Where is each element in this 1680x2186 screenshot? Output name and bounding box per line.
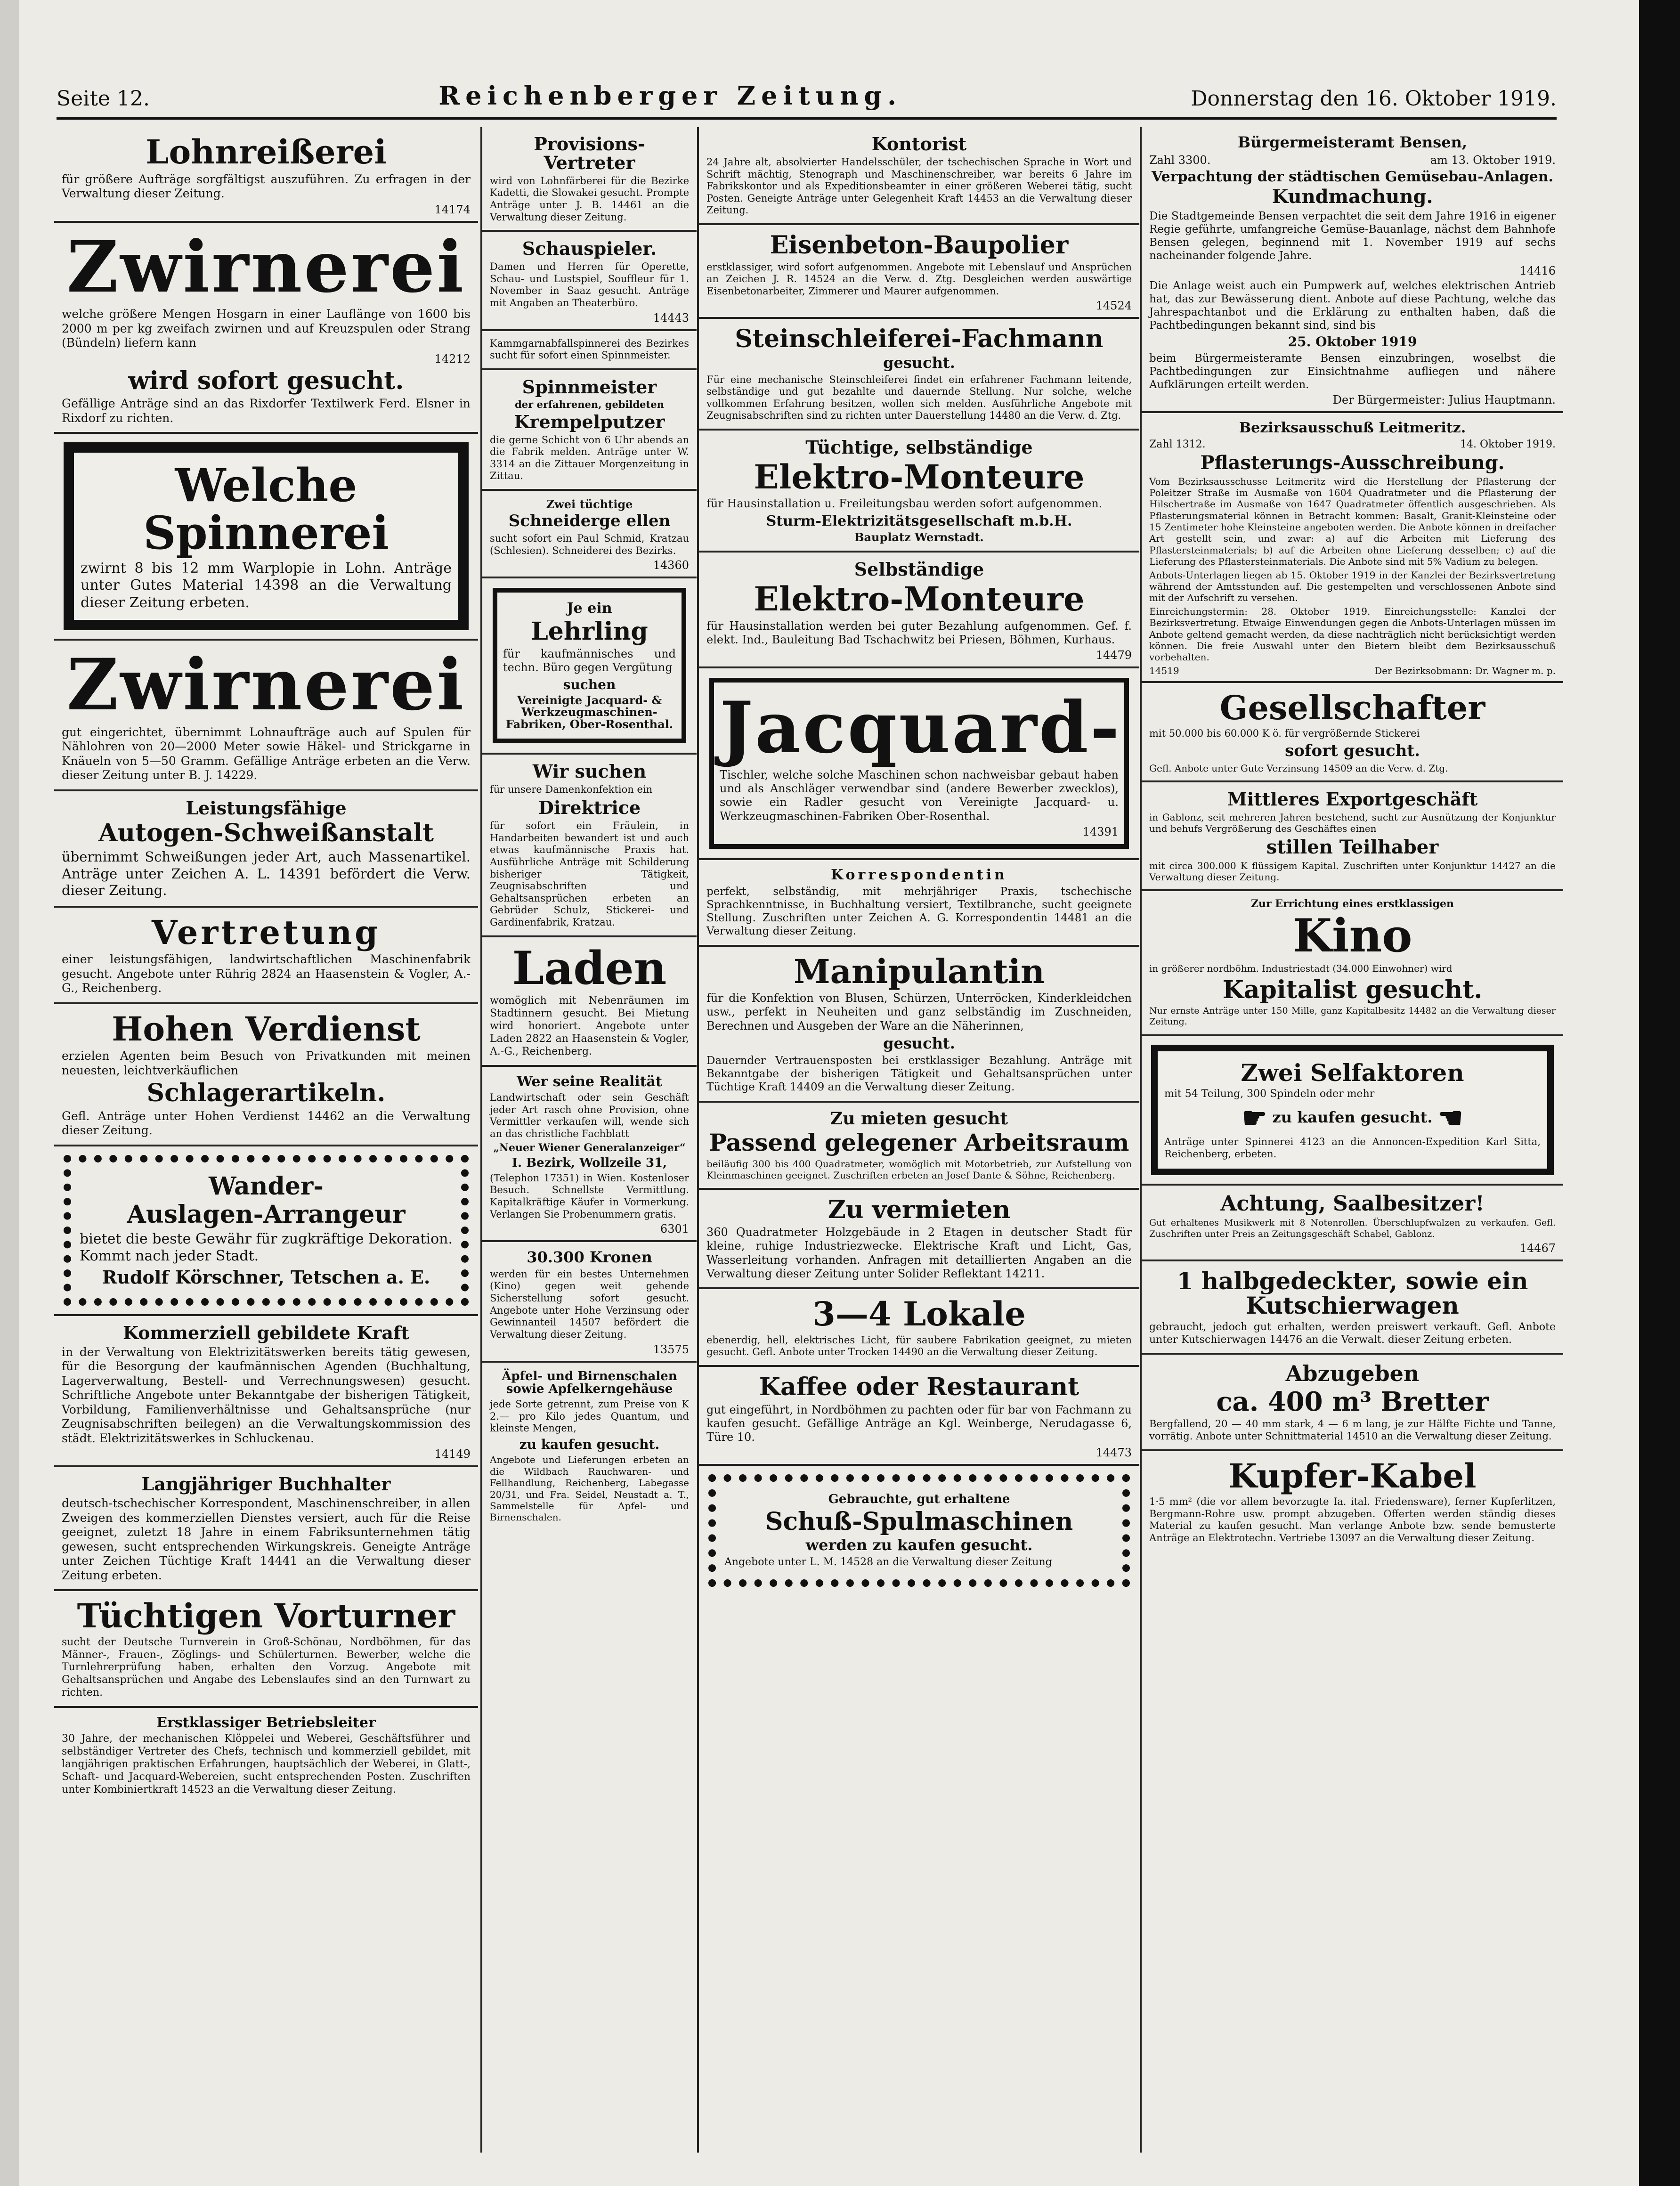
ad-title: Korrespondentin [831, 866, 1007, 883]
ad-number: 14443 [653, 311, 689, 325]
notice-text-3: beim Bürgermeisteramte Bensen einzubringen, woselbst die Pachtbedingungen zur Einsichtnahme aufliegen und nähere Aufklärungen erteilt werden. [1149, 352, 1556, 391]
ad-frame [708, 1474, 1130, 1586]
pointing-hand-left-icon: ☚ [1437, 1101, 1463, 1135]
ad-title-2: Kapitalist gesucht. [1222, 975, 1483, 1004]
ad-title: Zwirnerei [66, 225, 466, 309]
notice-date: 14. Oktober 1919. [1460, 438, 1556, 450]
notice-deadline: 25. Oktober 1919 [1288, 334, 1417, 350]
ad-arbeitsraum [699, 1103, 1139, 1190]
ad-title: Vertretung [151, 912, 381, 952]
ad-text: jede Sorte getrennt, zum Preise von K 2.— pro Kilo jedes Quantum, und kleinste Mengen, [490, 1398, 689, 1434]
ad-text: wird von Lohnfärberei für die Bezirke Kadetti, die Slowakei gesucht. Prompte Anträge unter J. B. 14461 an die Verwaltung dieser Zeitung. [490, 175, 689, 223]
page-header [57, 78, 1557, 120]
ad-selfaktoren [1142, 1036, 1563, 1186]
notice-signature: Der Bürgermeister: Julius Hauptmann. [1332, 393, 1556, 406]
ad-text: gebraucht, jedoch gut erhalten, werden preiswert verkauft. Gefl. Anbote unter Kutschierwagen 14476 an die Verwalt. dieser Zeitung erbeten. [1149, 1321, 1556, 1346]
ad-subtitle: sofort gesucht. [1285, 741, 1420, 760]
ad-text: Kammgarnabfallspinnerei des Bezirkes sucht für sofort einen Spinnmeister. [490, 337, 689, 361]
ad-pretitle: Je ein [567, 600, 612, 617]
ad-firm: Rudolf Körschner, Tetschen a. E. [102, 1267, 430, 1288]
ad-subtitle: stillen Teilhaber [1266, 836, 1439, 858]
ad-title: Langjähriger Buchhalter [141, 1473, 391, 1495]
ad-kronen [482, 1242, 697, 1362]
ad-pretitle: Zwei tüchtige [546, 497, 633, 512]
ad-frame [64, 1155, 469, 1306]
ad-frame [709, 678, 1129, 849]
ad-title: Äpfel- und Birnenschalen sowie Apfelkerngehäuse [502, 1369, 677, 1396]
ad-elektro-monteure-1 [699, 431, 1139, 553]
ad-text: 30 Jahre, der mechanischen Klöppelei und Weberei, Geschäftsführer und selbständiger Vertreter des Chefs, technisch und kommerziell gebildet, mit langjährigen praktischen Erfahrungen, hauptsächlich der Weberei, in Glatt-, Schaft- und Jacquard-Webereien, sucht entsprechenden Posten. Zuschriften unter Kombiniertkraft 14523 an die Verwaltung dieser Zeitung. [62, 1733, 471, 1796]
ad-text: erstklassiger, wird sofort aufgenommen. Angebote mit Lebenslauf und Ansprüchen an Zeichen J. R. 14524 an die Verw. d. Ztg. Desgleichen werden auswärtige Eisenbetonarbeiter, Zimmerer und Maurer aufgenommen. [706, 261, 1132, 297]
ad-schauspieler [482, 232, 697, 331]
column-3 [697, 127, 1139, 2153]
ad-title: Tüchtigen Vorturner [77, 1596, 455, 1636]
ad-title: Lehrling [531, 617, 648, 646]
ad-text-2: (Telephon 17351) in Wien. Kostenloser Besuch. Schnellste Vermittlung. Kapitalkräftige Käufer in Vormerkung. Verlangen Sie Probenummern gratis. [490, 1172, 689, 1220]
ad-text-2: Gefällige Anträge sind an das Rixdorfer Textilwerk Ferd. Elsner in Rixdorf zu richten. [62, 397, 471, 425]
notice-text: Die Stadtgemeinde Bensen verpachtet die seit dem Jahre 1916 in eigener Regie geführte, umfangreiche Gemüse-Bauanlage, nächst dem Bahnhofe Bensen gelegen, beginnend mit 1. November 1919 auf sechs nacheinander folgende Jahre. [1149, 210, 1556, 262]
ad-lokale [699, 1289, 1139, 1367]
ad-text: mit 50.000 bis 60.000 K ö. für vergrößernde Stickerei [1149, 728, 1420, 740]
ad-kino [1142, 891, 1563, 1036]
ad-text: für unsere Damenkonfektion ein [490, 783, 653, 795]
ad-text: Bergfallend, 20 — 40 mm stark, 4 — 6 m lang, je zur Hälfte Fichte und Tanne, vorrätig. Anbote unter Schnittmaterial 14510 an die Verwaltung dieser Zeitung. [1149, 1418, 1556, 1442]
ad-title-2: Krempelputzer [514, 411, 665, 432]
ad-title: Wer seine Realität [517, 1073, 662, 1090]
notice-number: Zahl 1312. [1149, 438, 1206, 450]
ad-title: Autogen-Schweißanstalt [98, 818, 434, 847]
ad-text: sucht sofort ein Paul Schmid, Kratzau (Schlesien). Schneiderei des Bezirks. [490, 532, 689, 556]
ad-apfelschalen [482, 1363, 697, 1530]
ad-text: gut eingeführt, in Nordböhmen zu pachten oder für bar von Fachmann zu kaufen gesucht. Gefällige Anträge an Kgl. Weinberge, Nerudagasse 6, Türe 10. [706, 1403, 1132, 1444]
ad-lohnreisserei [54, 127, 478, 223]
ad-kammgarn [482, 331, 697, 370]
ad-address: I. Bezirk, Wollzeile 31, [511, 1155, 667, 1170]
ad-number: 14473 [1096, 1446, 1132, 1460]
ad-number: 14391 [1082, 825, 1119, 838]
ad-pretitle: Zur Errichtung eines erstklassigen [1250, 898, 1454, 910]
ad-title-2: ca. 400 m³ Bretter [1216, 1386, 1489, 1417]
ad-title: Kupfer-Kabel [1228, 1456, 1477, 1495]
ad-text: für kaufmännisches und techn. Büro gegen Vergütung [503, 647, 676, 674]
ad-title-2: Auslagen-Arrangeur [127, 1200, 406, 1229]
ad-betriebsleiter [54, 1708, 478, 1803]
ad-title: Gesellschafter [1219, 688, 1485, 727]
ad-title: Kaffee oder Restaurant [759, 1372, 1079, 1401]
notice-number-ref: 14416 [1519, 264, 1556, 278]
ad-title: Zwirnerei [66, 643, 466, 727]
ad-subtitle: gesucht. [883, 1034, 955, 1052]
ad-pretitle: Leistungsfähige [186, 797, 347, 819]
ad-title: Welche Spinnerei [143, 459, 389, 560]
ad-title: Hohen Verdienst [112, 1009, 421, 1048]
ad-saalbesitzer [1142, 1186, 1563, 1261]
ad-frame [493, 588, 686, 743]
ad-text: für die Konfektion von Blusen, Schürzen, Unterröcken, Kinderkleidchen usw., perfekt in Neuheiten und ganz selbständig im Zuschneiden, Berechnen und Ausgeben der Ware an die Näherinnen, [706, 991, 1132, 1032]
ad-title: Passend gelegener Arbeitsraum [709, 1129, 1129, 1157]
ad-text: zwirnt 8 bis 12 mm Warplopie in Lohn. Anträge unter Gutes Material 14398 an die Verwaltung dieser Zeitung erbeten. [81, 560, 452, 611]
ad-title: 1 halbgedeckter, sowie ein Kutschierwagen [1177, 1267, 1528, 1320]
ad-text: 24 Jahre alt, absolvierter Handelsschüler, der tschechischen Sprache in Wort und Schrift mächtig, Stenograph und Maschinenschreiber, war bereits 6 Jahre im Fabrikskontor und als Expeditionsbeamter in einer größeren Weberei tätig, sucht Posten. Geneigte Anträge unter Gelegenheit Kraft 14453 an die Verwaltung dieser Zeitung. [706, 156, 1132, 216]
ad-number: 13575 [653, 1342, 689, 1356]
ad-text: übernimmt Schweißungen jeder Art, auch Massenartikel. Anträge unter Zeichen A. L. 14391 befördert die Verw. dieser Zeitung. [62, 849, 471, 899]
ad-text: perfekt, selbständig, mit mehrjähriger Praxis, tschechische Sprachkenntnisse, in Buchhaltung versiert, Textilbranche, sucht geeignete Stellung. Zuschriften unter Zeichen A. G. Korrespondentin 14481 an die Verwaltung dieser Zeitung. [706, 886, 1132, 938]
ad-text: bietet die beste Gewähr für zugkräftige Dekoration. Kommt nach jeder Stadt. [80, 1230, 453, 1265]
ad-text: für Hausinstallation werden bei guter Bezahlung aufgenommen. Gef. f. elekt. Ind., Bauleitung Bad Tschachwitz bei Priesen, Böhmen, Kurhaus. [706, 619, 1132, 646]
ad-schuss-spulmaschinen [699, 1466, 1139, 1595]
ad-text: erzielen Agenten beim Besuch von Privatkunden mit meinen neuesten, leichtverkäuflichen [62, 1049, 471, 1077]
ad-title: Abzugeben [1285, 1361, 1420, 1387]
ad-title: Zwei Selfaktoren [1241, 1058, 1464, 1087]
ad-paper: „Neuer Wiener Generalanzeiger“ [493, 1142, 686, 1154]
column-2 [480, 127, 697, 2153]
ad-korrespondentin [699, 860, 1139, 947]
ad-text: Angebote unter L. M. 14528 an die Verwaltung dieser Zeitung [724, 1556, 1052, 1568]
ad-number: 6301 [660, 1222, 689, 1236]
ad-pretitle: Selbständige [854, 559, 984, 580]
notice-title: Pflasterungs-Ausschreibung. [1200, 451, 1505, 474]
ad-kupfer-kabel [1142, 1451, 1563, 1551]
ad-title: Lohnreißerei [146, 132, 387, 171]
notice-text-2: Die Anlage weist auch ein Pumpwerk auf, welches elektrischen Antrieb hat, das zur Bewässerung dient. Anbote auf diese Pachtung, welche das Jahrespachtanbot und die Erklärung zu enthalten haben, daß die Pachtbedingungen bekannt sind, sind bis [1149, 280, 1556, 332]
ad-text-2: Anträge unter Spinnerei 4123 an die Annoncen-Expedition Karl Sitta, Reichenberg, erbeten. [1164, 1136, 1541, 1160]
ad-text: in größerer nordböhm. Industriestadt (34.000 Einwohner) wird [1149, 963, 1453, 975]
ad-text-2: mit circa 300.000 K flüssigem Kapital. Zuschriften unter Konjunktur 14427 an die Verwaltung dieser Zeitung. [1149, 860, 1556, 883]
ad-title: Laden [512, 941, 667, 995]
scan-dark-margin [1639, 0, 1680, 2186]
ad-title: Erstklassiger Betriebsleiter [156, 1714, 376, 1731]
ad-title: Wir suchen [532, 760, 647, 782]
ad-gesellschafter [1142, 683, 1563, 782]
ad-subtitle: werden zu kaufen gesucht. [805, 1536, 1033, 1554]
ad-text-2: Gefl. Anträge unter Hohen Verdienst 14462 an die Verwaltung dieser Zeitung. [62, 1109, 471, 1138]
ad-text: in der Verwaltung von Elektrizitätswerken bereits tätig gewesen, für die Besorgung der kaufmännischen Agenden (Buchhaltung, Lagerverwaltung, Bestell- und Verrechnungswesen) gesucht. Schriftliche Angebote unter Bekanntgabe der bisherigen Tätigkeit, Vorbildung, Familienverhältnisse und Gehaltsansprüche (nur Zeugnisabschriften beilegen) an die Verwaltungskommission des städt. Elektrizitätswerkes in Schluckenau. [62, 1345, 471, 1445]
ad-title: Provisions-Vertreter [534, 133, 645, 173]
ad-frame [1151, 1045, 1554, 1176]
column-4 [1140, 127, 1563, 2153]
ad-kommerziell [54, 1316, 478, 1467]
ad-schneidergesellen [482, 491, 697, 578]
ad-text: Landwirtschaft oder sein Geschäft jeder Art rasch ohne Provision, ohne Vermittler verkaufen will, wende sich an das christliche Fachblatt [490, 1092, 689, 1139]
ad-subtitle: der erfahrenen, gebildeten [515, 398, 664, 410]
ad-text: womöglich mit Nebenräumen im Stadtinnern gesucht. Bei Mietung wird honoriert. Angebote unter Laden 2822 an Haasenstein & Vogler, A.-G., Reichenberg. [490, 995, 689, 1057]
notice-text-3: Einreichungstermin: 28. Oktober 1919. Einreichungsstelle: Kanzlei der Bezirksvertretung. Etwaige Einwendungen gegen die Anbots-Unterlagen müssen im Anbote geltend gemacht werden, da diese nachträglich nicht berücksichtigt werden können. Die freie Auswahl unter den Bietern bleibt dem Bezirksausschuß vorbehalten. [1149, 605, 1556, 663]
notice-number-ref: 14519 [1149, 665, 1179, 676]
ad-title: Kontorist [871, 133, 967, 154]
ad-text: Damen und Herren für Operette, Schau- und Lustspiel, Souffleur für 1. November in Saaz gesucht. Anträge mit Angaben an Theaterbüro. [490, 261, 689, 309]
ad-zwirnerei-2 [54, 641, 478, 791]
ad-steinschleiferei [699, 319, 1139, 431]
ad-text: in Gablonz, seit mehreren Jahren bestehend, sucht zur Ausnützung der Konjunktur und behufs Vergrößerung des Geschäftes einen [1149, 811, 1556, 835]
ad-text: gut eingerichtet, übernimmt Lohnaufträge auch auf Spulen für Nählohren von 20—2000 Meter sowie Häkel- und Strickgarne in Knäueln von 5—50 Gramm. Gefällige Anträge erbeten an die Verw. dieser Zeitung unter B. J. 14229. [62, 725, 471, 782]
notice-bensen [1142, 127, 1563, 413]
ad-pretitle: Zu mieten gesucht [830, 1108, 1008, 1129]
ad-title: Eisenbeton-Baupolier [770, 230, 1069, 260]
ad-text-2: für sofort ein Fräulein, in Handarbeiten bewandert ist und auch etwas kaufmännische Praxis hat. Ausführliche Anträge mit Schilderung bisheriger Tätigkeit, Zeugnisabschriften und Gehaltsansprüchen erbeten an Gebrüder Schulz, Stickerei- und Gardinenfabrik, Kratzau. [490, 820, 689, 928]
ad-text: deutsch-tschechischer Korrespondent, Maschinenschreiber, in allen Zweigen des kommerziellen Dienstes versiert, auch für die Reise geeignet, zuletzt 18 Jahre in einem Fabriksunternehmen tätig gewesen, sucht entsprechenden Wirkungskreis. Geneigte Anträge unter Zeichen Tüchtige Kraft 14441 an die Verwaltung dieser Zeitung erbeten. [62, 1496, 471, 1582]
ad-title: Achtung, Saalbesitzer! [1220, 1192, 1485, 1216]
ad-subtitle: suchen [563, 676, 616, 692]
notice-footer [1149, 665, 1556, 676]
notice-signature: Der Bezirksobmann: Dr. Wagner m. p. [1374, 665, 1556, 676]
ad-hohen-verdienst [54, 1004, 478, 1146]
ad-text: 360 Quadratmeter Holzgebäude in 2 Etagen in deutscher Stadt für kleine, ruhige Industriezwecke. Elektrische Kraft und Licht, Gas, Wasserleitung vorhanden. Anfragen mit detaillierten Angaben an die Verwaltung dieser Zeitung unter Solider Reflektant 14211. [706, 1226, 1132, 1280]
ad-text-2: Dauernder Vertrauensposten bei erstklassiger Bezahlung. Anträge mit Bekanntgabe der bisherigen Tätigkeit und Gehaltsansprüchen unter Tüchtige Kraft 14409 an die Verwaltung dieser Zeitung. [706, 1055, 1132, 1094]
ad-firm: Vereinigte Jacquard- & Werkzeugmaschinen-Fabriken, Ober-Rosenthal. [505, 693, 674, 731]
ad-spinnerei [54, 434, 478, 641]
ad-title: Kommerziell gebildete Kraft [123, 1322, 409, 1343]
ad-zwirnerei-1 [54, 223, 478, 434]
ad-title: Wander- [209, 1171, 324, 1201]
ad-subtitle: gesucht. [883, 353, 955, 372]
notice-title: Verpachtung der städtischen Gemüsebau-Anlagen. [1151, 168, 1553, 185]
ad-text: welche größere Mengen Hosgarn in einer Lauflänge von 1600 bis 2000 m per kg zweifach zwirnen und auf Kreuzspulen oder Strang (Bündeln) liefern kann [62, 307, 471, 349]
ad-text: werden für ein bestes Unternehmen (Kino) gegen weit gehende Sicherstellung sofort gesucht. Angebote unter Hohe Verzinsung oder Gewinnanteil 14507 befördert die Verwaltung dieser Zeitung. [490, 1268, 689, 1340]
ad-auslagen-arrangeur [54, 1146, 478, 1316]
ad-realitaet [482, 1067, 697, 1243]
ad-title: 3—4 Lokale [812, 1294, 1026, 1334]
ad-text: 1·5 mm² (die vor allem bevorzugte Ia. ital. Friedensware), ferner Kupferlitzen, Bergmann-Rohre usw. prompt abzugeben. Offerten werden ständig dieses Material zu kaufen gesucht. Man verlange Anbote bzw. sende bemusterte Anträge an Elektrotechn. Vertriebe 13097 an die Verwaltung dieser Zeitung. [1149, 1496, 1556, 1544]
ad-title: Schuß-Spulmaschinen [765, 1507, 1073, 1536]
ad-text: ebenerdig, hell, elektrisches Licht, für saubere Fabrikation geeignet, zu mieten gesucht. Gefl. Anbote unter Trocken 14490 an die Verwaltung dieser Zeitung. [706, 1334, 1132, 1358]
ad-elektro-monteure-2 [699, 553, 1139, 668]
ad-vertretung [54, 908, 478, 1004]
notice-subtitle: Kundmachung. [1272, 186, 1433, 208]
ad-vorturner [54, 1591, 478, 1708]
ad-pretitle: Gebrauchte, gut erhaltene [828, 1492, 1010, 1507]
ad-text-2: Angebote und Lieferungen erbeten an die Wildbach Rauchwaren- und Fellhandlung, Reichenberg, Labegasse 20/31, und Fra. Seidel, Neustadt a. T., Sammelstelle für Apfel- und Birnenschalen. [490, 1454, 689, 1523]
ad-place: Bauplatz Wernstadt. [854, 530, 984, 544]
page-number: Seite 12. [57, 87, 150, 111]
notice-ref-row [1149, 154, 1556, 167]
ad-provisions-vertreter [482, 127, 697, 232]
issue-date: Donnerstag den 16. Oktober 1919. [1191, 87, 1557, 111]
ad-text: mit 54 Teilung, 300 Spindeln oder mehr [1164, 1088, 1375, 1100]
ad-number: 14212 [434, 352, 471, 366]
ad-text: Tischler, welche solche Maschinen schon nachweisbar gebaut haben und als Anschläger verwendbar sind (andere Bewerber zwecklos), sowie ein Radler gesucht von Vereinigte Jacquard- u. Werkzeugmaschinen-Fabriken Ober-Rosenthal. [720, 768, 1119, 823]
ad-zu-vermieten [699, 1190, 1139, 1290]
ad-title: Elektro-Monteure [754, 457, 1085, 496]
ad-text: einer leistungsfähigen, landwirtschaftlichen Maschinenfabrik gesucht. Angebote unter Rührig 2824 an Haasenstein & Vogler, A.-G., Reichenberg. [62, 952, 471, 995]
ad-buchhalter [54, 1467, 478, 1591]
ad-jacquard [699, 668, 1139, 860]
ad-text: für größere Aufträge sorgfältigst auszuführen. Zu erfragen in der Verwaltung dieser Zeitung. [62, 172, 471, 200]
notice-text: Vom Bezirksausschusse Leitmeritz wird die Herstellung der Pflasterung der Poleitzer Straße im Ausmaße von 1604 Quadratmeter und die Pflasterung der Hilschertraße im Ausmaße von 1647 Quadratmeter öffentlich ausgeschrieben. Als Pflasterungsmaterial können in Betracht kommen: Basalt, Granit-Kleinsteine oder 15 Zentimeter hohe Kleinsteine angeboten werden. Die Anbote können in dreifacher Art gestellt sein, und zwar: a) auf die Arbeiten mit Lieferung des Pflastersteinmaterials; b) auf die Arbeiten ohne Lieferung desselben; c) auf die Lieferung des Pflastersteinmaterials. Die Anbote sind mit 5% Vadium zu belegen. [1149, 475, 1556, 568]
ad-number: 14467 [1519, 1241, 1556, 1255]
scan-edge [0, 0, 19, 2186]
ad-laden [482, 937, 697, 1067]
ad-number: 14479 [1096, 649, 1132, 662]
ad-title: Zu vermieten [828, 1195, 1011, 1224]
column-1 [54, 127, 478, 2153]
ad-frame [64, 442, 469, 630]
ad-autogen [54, 791, 478, 908]
ad-firm: Sturm-Elektrizitätsgesellschaft m.b.H. [766, 512, 1072, 529]
ad-text: die gerne Schicht von 6 Uhr abends an die Fabrik melden. Anträge unter W. 3314 an die Zittauer Morgenzeitung in Zittau. [490, 434, 689, 482]
ad-title: 30.300 Kronen [527, 1248, 652, 1267]
ad-text-2: Nur ernste Anträge unter 150 Mille, ganz Kapitalbesitz 14482 an die Verwaltung dieser Zeitung. [1149, 1006, 1556, 1027]
ad-direktrice [482, 755, 697, 937]
ad-text: sucht der Deutsche Turnverein in Groß-Schönau, Nordböhmen, für das Männer-, Frauen-, Zöglings- und Schülerturnen. Bewerber, welche die Turnlehrerprüfung haben, erhalten den Vorzug. Angebote mit Gehaltsansprüchen und Angabe des Lebenslaufes sind an den Turnwart zu richten. [62, 1636, 471, 1699]
ad-text: beiläufig 300 bis 400 Quadratmeter, womöglich mit Motorbetrieb, zur Aufstellung von Kleinmaschinen geeignet. Zuschriften erbeten an Josef Dante & Söhne, Reichenberg. [706, 1158, 1132, 1181]
ad-title: Steinschleiferei-Fachmann [735, 325, 1104, 354]
ad-text: Gut erhaltenes Musikwerk mit 8 Notenrollen. Überschlupfwalzen zu verkaufen. Gefl. Zuschriften unter Preis an Zeitungsgeschäft Schabel, Gablonz. [1149, 1218, 1556, 1239]
ad-number: 14174 [434, 203, 471, 216]
ad-kutschierwagen [1142, 1261, 1563, 1355]
notice-leitmeritz [1142, 413, 1563, 683]
ad-kontorist [699, 127, 1139, 225]
ad-title: Elektro-Monteure [754, 579, 1085, 619]
ad-bretter [1142, 1355, 1563, 1451]
ad-title: Kino [1292, 909, 1412, 963]
ad-number: 14524 [1096, 299, 1132, 313]
ad-spinnmeister [482, 370, 697, 491]
notice-text-2: Anbots-Unterlagen liegen ab 15. Oktober 1919 in der Kanzlei der Bezirksvertretung während der Amtsstunden auf. Die gestempelten und verschlossenen Anbote sind mit der Aufschrift zu versehen. [1149, 569, 1556, 604]
ad-title-2: Direktrice [538, 797, 641, 819]
ad-kaffee-restaurant [699, 1367, 1139, 1466]
ad-manipulantin [699, 947, 1139, 1103]
ad-text: Für eine mechanische Steinschleiferei findet ein erfahrener Fachmann leitende, selbständige und gut bezahlte und dauernde Stellung. Nur solche, welche vollkommen Erfahrung besitzen, wollen sich melden. Ausführliche Angebote mit Zeugnisabschriften sind zu richten unter Dauerstellung 14480 an die Verw. d. Ztg. [706, 374, 1132, 422]
ad-text-2: Gefl. Anbote unter Gute Verzinsung 14509 an die Verw. d. Ztg. [1149, 762, 1448, 774]
ad-subtitle-row [1164, 1101, 1541, 1135]
notice-ref-row [1149, 439, 1556, 450]
notice-office: Bezirksausschuß Leitmeritz. [1239, 420, 1466, 436]
notice-number: Zahl 3300. [1149, 153, 1211, 167]
ad-subtitle: zu kaufen gesucht. [519, 1436, 660, 1452]
ad-title: Schauspieler. [522, 238, 657, 260]
ad-title: Spinnmeister [522, 376, 657, 398]
pointing-hand-icon: ☛ [1242, 1101, 1267, 1135]
notice-date: am 13. Oktober 1919. [1430, 153, 1556, 167]
ad-text: für Hausinstallation u. Freileitungsbau werden sofort aufgenommen. [706, 497, 1103, 511]
ad-subtitle: zu kaufen gesucht. [1272, 1108, 1433, 1126]
ad-title: Mittleres Exportgeschäft [1227, 788, 1478, 810]
ad-eisenbeton [699, 225, 1139, 319]
ad-number: 14149 [434, 1447, 471, 1461]
ad-number: 14360 [653, 559, 689, 572]
ad-title: Jacquard- [720, 686, 1121, 770]
ad-title-2: Schlagerartikeln. [146, 1079, 386, 1108]
ad-title: Schneiderge ellen [508, 512, 671, 531]
ad-subtitle: wird sofort gesucht. [128, 366, 404, 395]
masthead: Reichenberger Zeitung. [438, 81, 902, 111]
ad-exportgeschaeft [1142, 782, 1563, 891]
ad-title: Manipulantin [794, 951, 1045, 991]
ad-lehrling [482, 578, 697, 755]
ad-pretitle: Tüchtige, selbständige [805, 436, 1033, 458]
notice-office: Bürgermeisteramt Bensen, [1237, 133, 1468, 151]
